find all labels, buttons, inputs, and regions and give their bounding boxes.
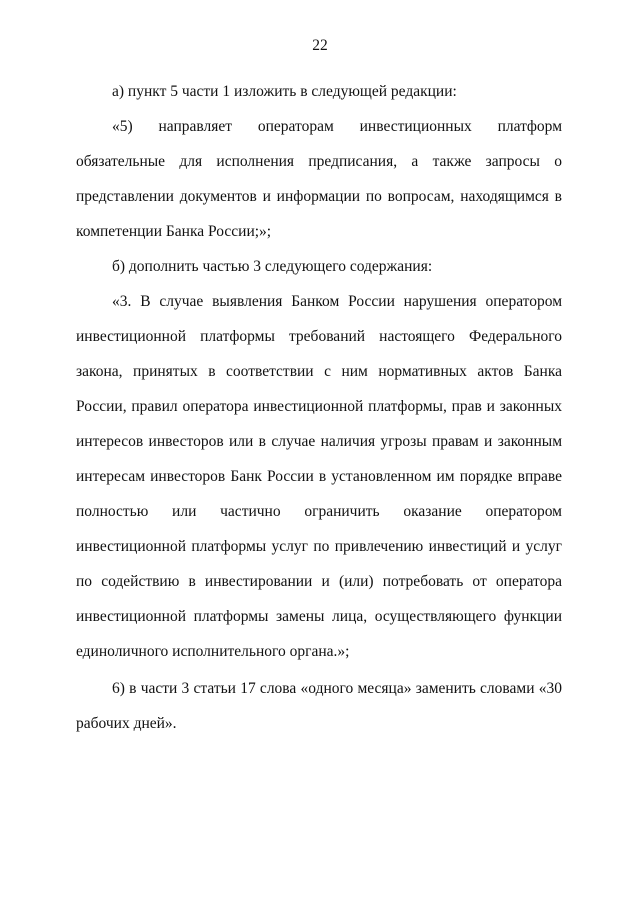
paragraph-quote-3: «3. В случае выявления Банком России нарушения оператором инвестиционной платформы требований настоящего Федерального закона, принятых в соответствии с ним нормативных актов Банка России, правил оператора инвестиционной платформы, прав и законных интересов инвесторов или в случае наличия угрозы правам и законным интересам инвесторов Банк России в установленном им порядке вправе полностью или частично ограничить оказание оператором инвестиционной платформы услуг по привлечению инвестиций и услуг по содействию в инвестировании и (или) потребовать от оператора инвестиционной платформы замены лица, осуществляющего функции единоличного исполнительного органа.»; [76,293,562,660]
document-body [76,74,562,741]
paragraph-b: б) дополнить частью 3 следующего содержания: [112,258,433,275]
page-number: 22 [312,37,328,54]
paragraph-quote-5: «5) направляет операторам инвестиционных платформ обязательные для исполнения предписания, а также запросы о представлении документов и информации по вопросам, находящимся в компетенции Банка России;»; [76,118,562,240]
paragraph-a: а) пункт 5 части 1 изложить в следующей редакции: [112,83,457,100]
paragraph-6: 6) в части 3 статьи 17 слова «одного месяца» заменить словами «30 рабочих дней». [76,680,562,732]
